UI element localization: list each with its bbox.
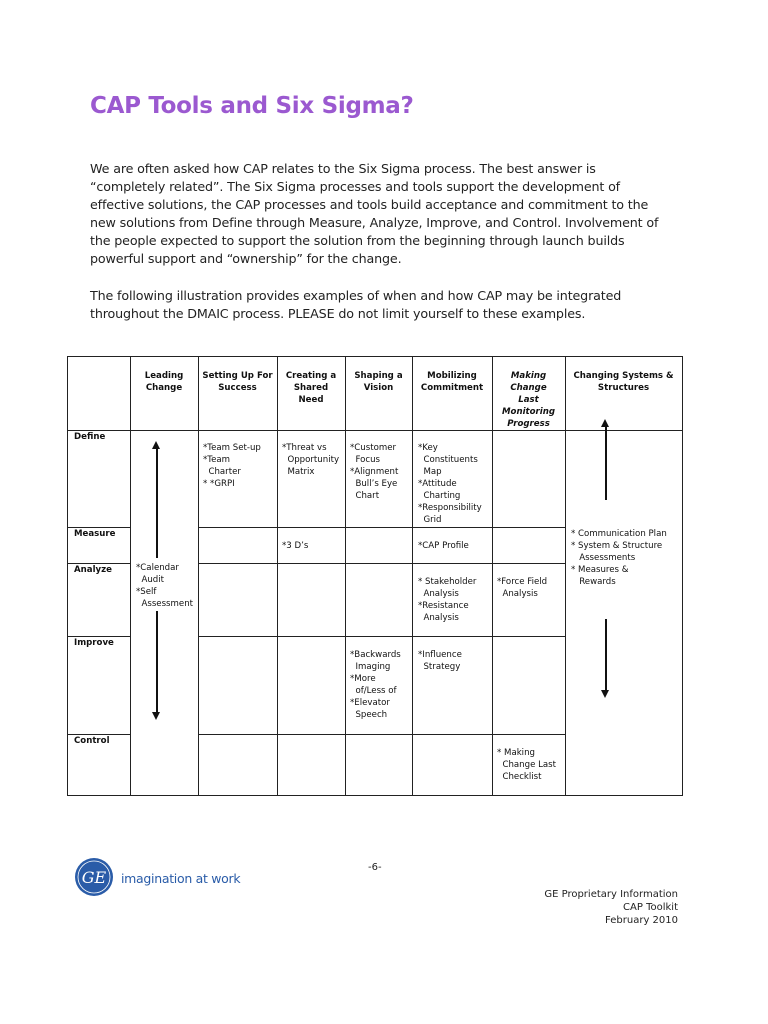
paragraph-line: throughout the DMAIC process. PLEASE do not limit yourself to these examples. bbox=[90, 306, 586, 321]
grid-line bbox=[198, 357, 199, 795]
paragraph-line: effective solutions, the CAP processes and tools build acceptance and commitment to the bbox=[90, 197, 649, 212]
row-label-analyze: Analyze bbox=[74, 565, 112, 575]
grid-line bbox=[68, 430, 682, 431]
grid-line bbox=[198, 636, 565, 637]
arrow-down-icon bbox=[152, 712, 160, 720]
improve-mobilizing-tools: *Influence Strategy bbox=[418, 650, 462, 672]
header-mobilizing: Mobilizing Commitment bbox=[420, 371, 484, 393]
arrow-shaft bbox=[605, 619, 607, 691]
define-shared-need-tools: *Threat vs Opportunity Matrix bbox=[282, 443, 340, 477]
arrow-shaft bbox=[156, 611, 158, 713]
header-making-change-last: Making Change Last Monitoring Progress bbox=[502, 371, 555, 429]
measure-shared-need-tools: *3 D’s bbox=[282, 541, 309, 551]
footer-line: CAP Toolkit bbox=[623, 902, 678, 913]
row-label-define: Define bbox=[74, 432, 106, 442]
paragraph-line: The following illustration provides examples of when and how CAP may be integrated bbox=[90, 288, 622, 303]
ge-logo-icon bbox=[74, 857, 114, 897]
leading-change-tools: *Calendar Audit *Self Assessment bbox=[136, 563, 194, 609]
row-label-measure: Measure bbox=[74, 529, 116, 539]
footer-line: GE Proprietary Information bbox=[544, 889, 678, 900]
grid-line bbox=[198, 527, 565, 528]
page-number: -6- bbox=[368, 862, 382, 873]
grid-line bbox=[565, 357, 566, 795]
header-shared-need: Creating a Shared Need bbox=[285, 371, 337, 405]
control-making-change-last-tools: * Making Change Last Checklist bbox=[497, 748, 556, 782]
ge-logo-text: GE bbox=[81, 868, 107, 887]
grid-line bbox=[198, 563, 565, 564]
grid-line bbox=[198, 734, 565, 735]
intro-paragraph bbox=[90, 160, 690, 268]
header-leading-change: Leading Change bbox=[144, 371, 184, 393]
paragraph-line: new solutions from Define through Measure, Analyze, Improve, and Control. Involvement of bbox=[90, 215, 659, 230]
tagline: imagination at work bbox=[121, 871, 241, 886]
illustration-paragraph bbox=[90, 287, 690, 323]
define-shaping-vision-tools: *Customer Focus *Alignment Bull’s Eye Chart bbox=[350, 443, 399, 501]
define-mobilizing-tools: *Key Constituents Map *Attitude Charting *Responsibility Grid bbox=[418, 443, 482, 525]
footer-line: February 2010 bbox=[605, 915, 678, 926]
grid-line bbox=[130, 357, 131, 795]
paragraph-line: the people expected to support the solution from the beginning through launch builds bbox=[90, 233, 625, 248]
analyze-mobilizing-tools: * Stakeholder Analysis *Resistance Analysis bbox=[418, 577, 477, 623]
changing-systems-tools: * Communication Plan * System & Structure Assessments * Measures & Rewards bbox=[571, 529, 667, 587]
paragraph-line: “completely related”. The Six Sigma processes and tools support the development of bbox=[90, 179, 620, 194]
arrow-shaft bbox=[605, 426, 607, 500]
measure-mobilizing-tools: *CAP Profile bbox=[418, 541, 469, 551]
paragraph-line: powerful support and “ownership” for the change. bbox=[90, 251, 402, 266]
dmaic-cap-table bbox=[67, 356, 683, 796]
arrow-down-icon bbox=[601, 690, 609, 698]
grid-line bbox=[277, 357, 278, 795]
row-label-improve: Improve bbox=[74, 638, 114, 648]
analyze-making-change-last-tools: *Force Field Analysis bbox=[497, 577, 548, 599]
arrow-shaft bbox=[156, 448, 158, 558]
grid-line bbox=[345, 357, 346, 795]
grid-line bbox=[412, 357, 413, 795]
paragraph-line: We are often asked how CAP relates to the Six Sigma process. The best answer is bbox=[90, 161, 596, 176]
define-setting-up-tools: *Team Set-up *Team Charter * *GRPI bbox=[203, 443, 261, 489]
page-title: CAP Tools and Six Sigma? bbox=[90, 93, 414, 119]
row-label-control: Control bbox=[74, 736, 110, 746]
header-shaping-vision: Shaping a Vision bbox=[354, 371, 403, 393]
footer-info bbox=[544, 888, 678, 927]
header-changing-systems: Changing Systems & Structures bbox=[573, 371, 674, 393]
header-setting-up: Setting Up For Success bbox=[202, 371, 273, 393]
improve-shaping-vision-tools: *Backwards Imaging *More of/Less of *Elevator Speech bbox=[350, 650, 401, 720]
